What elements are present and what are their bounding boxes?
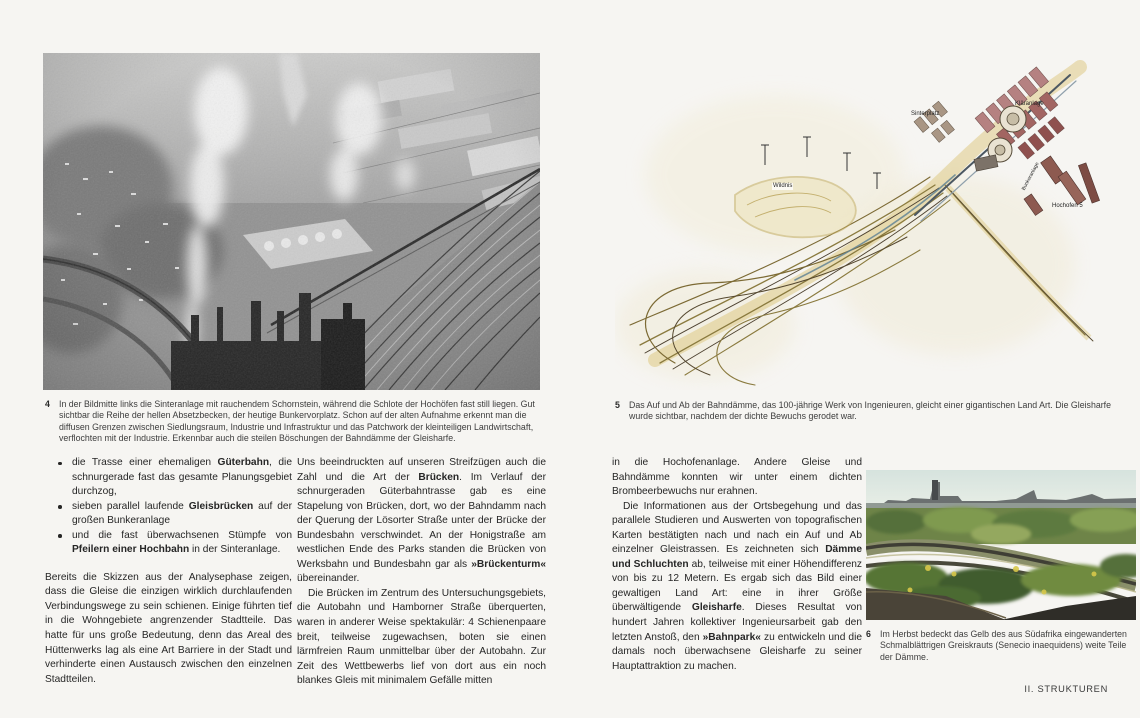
figure4-caption-text: In der Bildmitte links die Sinteranlage mit rauchendem Schornstein, während die Schlote der Hochöfen fast still liegen. Gut sichtbar die Reihe der hellen Absetzbecken, der heutige Bunkervorplatz. Schon auf der alten Aufnahme erkennt man die diffusen Grenzen zwischen Siedlungsraum, Industrie und Infrastruktur und das Patchwork der kleinteiligen Landwirtschaft, verflochten mit der Industrie. Erkennbar auch die steilen Böschungen der Bahndämme der Gleisharfe. (59, 399, 535, 443)
right-text-column (612, 456, 862, 674)
figure6-caption-number: 6 (866, 629, 871, 639)
body-paragraph: Bereits die Skizzen aus der Analysephase zeigen, dass die Gleise die einzigen wirklich durchlaufenden Verbindungswege zu sein schienen. Einige führten tief in die Wohngebiete angrenzender Stadtteile. Das hatte für uns große Bedeutung, denn das Areal des Hüttenwerks lag als eine Art Barriere in der Stadt und verhinderte einen Austausch zwischen den einzelnen Stadtteilen. (45, 571, 292, 685)
illustration-label-bunkeranlage: Bunkeranlage (1020, 161, 1041, 192)
figure6-caption (866, 629, 1138, 663)
bullet-text: sieben parallel laufende Gleisbrücken auf der großen Bunkeranlage (72, 500, 292, 527)
illustration-label-wildnis: Wildnis (773, 183, 793, 189)
site-drawing-image (615, 45, 1115, 390)
illustration-label-hochofen: Hochofen 5 (1052, 203, 1083, 209)
figure6-caption-text: Im Herbst bedeckt das Gelb des aus Südafrika eingewanderten Schmalblättrigen Greiskrauts (Senecio inaequidens) weite Teile der Dämme. (880, 629, 1127, 662)
bullet-text: die Trasse einer ehemaligen Güterbahn, die schnurgerade fast das gesamte Planungsgebiet durchzog, (72, 457, 292, 498)
body-paragraph: in die Hochofenanlage. Andere Gleise und Bahndämme konnten wir unter einem dichten Brombeerbewuchs nur erahnen. (612, 457, 862, 498)
site-drawing-figure (615, 45, 1115, 390)
figure5-caption-text: Das Auf und Ab der Bahndämme, das 100-jährige Werk von Ingenieuren, gleicht einer gigantischen Land Art. Die Gleisharfe wurde sichtbar, nachdem der dichte Bewuchs gerodet war. (629, 400, 1112, 422)
body-paragraph: Uns beeindruckten auf unseren Streifzügen auch die Zahl und die Art der Brücken. Im Verlauf der schnurgeraden Güterbahntrasse gab es eine Stapelung von Brücken, dort, wo der Bahndamm nach der Querung der Lösorter Straße unter der Brücke der Bundesbahn verschwindet. An der Honigstraße am westlichen Ende des Parks standen die Brücken von Werksbahn und Bundesbahn gar als »Brückenturm« übereinander. (297, 457, 546, 585)
aerial-photo-figure (43, 53, 540, 390)
bullet-icon (58, 505, 62, 509)
landscape-photo-figure (866, 470, 1136, 620)
body-paragraph: Die Brücken im Zentrum des Untersuchungsgebiets, die Autobahn und Hamborner Straße überquerten, waren in anderer Weise spektakulär: 4 Schienenpaare breit, teilweise zugewachsen, boten sie einen lärmfreien Raum unmittelbar über der Autobahn. Zur Zeit des Wettbewerbs lief von dort aus ein noch blankes Gleis mit minimalem Gefälle mitten (297, 587, 546, 687)
left-text-column-2 (297, 456, 546, 689)
illustration-label-sinterplatz: Sinterplatz (911, 111, 940, 117)
list-item (45, 500, 292, 529)
left-text-column-1 (45, 456, 292, 687)
figure4-caption-number: 4 (45, 399, 50, 409)
landscape-photo-image (866, 470, 1136, 620)
body-paragraph: Die Informationen aus der Ortsbegehung und das parallele Studieren und Auswerten von topografischen Karten bestätigten nach und nach ein Auf und Ab einzelner Gleistrassen. Es zeichneten sich Dämme und Schluchten ab, teilweise mit einer Höhendifferenz von bis zu 12 Metern. Es ergab sich das Bild einer gewaltigen Land Art: eine in ihrer Größe überwältigende Gleisharfe. Dieses Resultat von hundert Jahren kollektiver Ingenieursarbeit gab den letzten Anstoß, den »Bahnpark« zu entwickeln und die damals noch überwachsene Gleisharfe zu seiner Hauptattraktion zu machen. (612, 500, 863, 672)
illustration-label-klaeranlage: Kläranlage (1015, 101, 1044, 107)
figure5-caption-number: 5 (615, 400, 620, 410)
list-item (45, 456, 292, 500)
bullet-text: und die fast überwachsenen Stümpfe von Pfeilern einer Hochbahn in der Sinteranlage. (72, 529, 292, 556)
aerial-photo-image (43, 53, 540, 390)
chapter-running-title: II. STRUKTUREN (1024, 684, 1108, 694)
figure4-caption (45, 399, 548, 444)
bullet-icon (58, 534, 62, 538)
bullet-icon (58, 462, 62, 466)
list-item (45, 529, 292, 558)
figure5-caption (615, 400, 1120, 423)
feature-bullet-list (45, 456, 292, 558)
